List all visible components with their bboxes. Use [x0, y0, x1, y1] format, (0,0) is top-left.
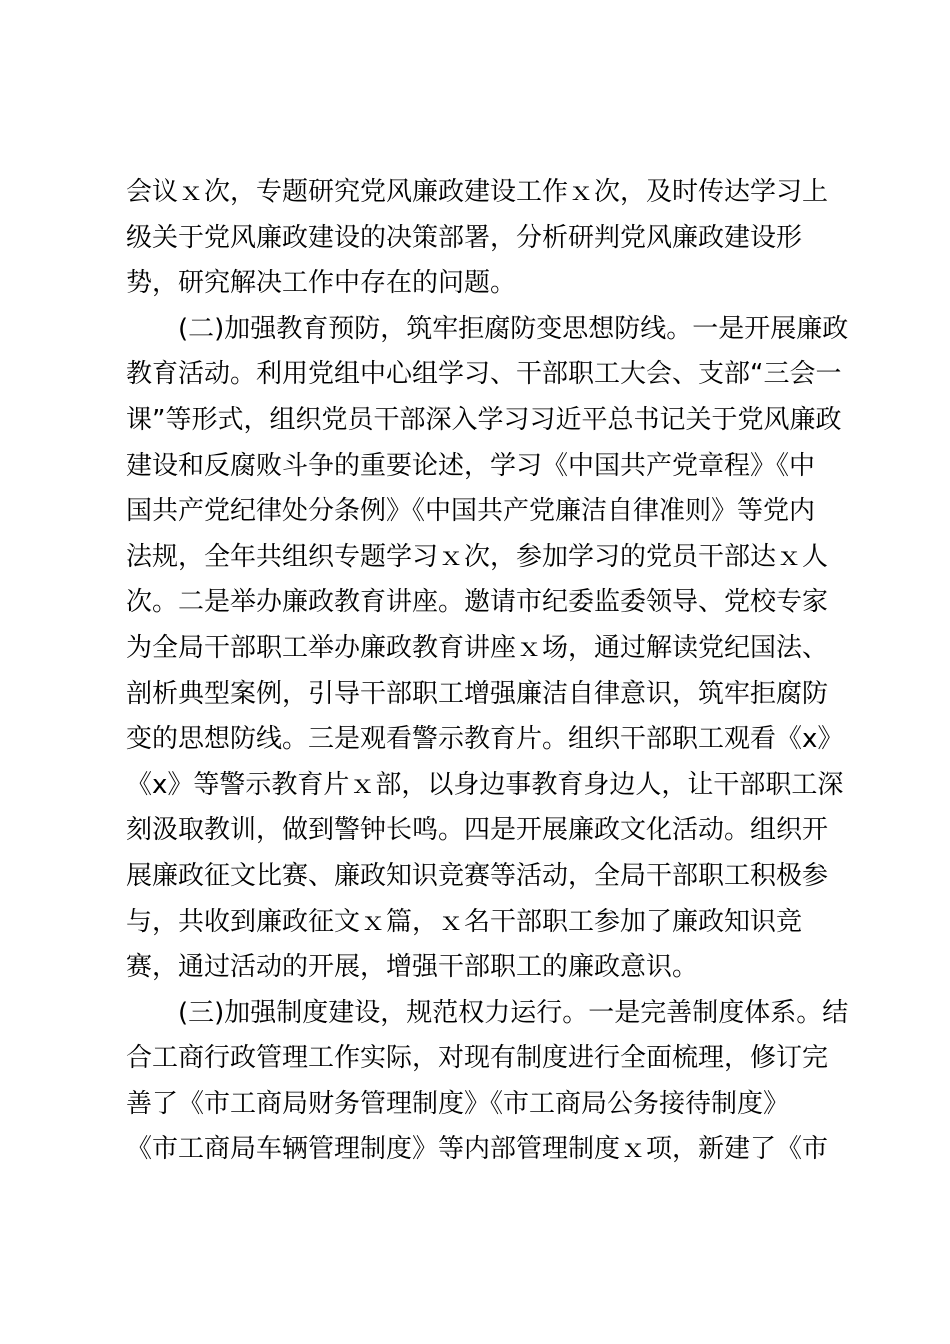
text-line: 教育活动。利用党组中心组学习、干部职工大会、支部“三会一 [126, 359, 842, 390]
paragraph-2 [126, 307, 849, 991]
text-line: 国共产党纪律处分条例》《中国共产党廉洁自律准则》等党内 [126, 496, 816, 527]
text-line: 赛，通过活动的开展，增强干部职工的廉政意识。 [126, 952, 699, 983]
section-heading-line: (二)加强教育预防，筑牢拒腐防变思想防线。一是开展廉政 [178, 313, 849, 344]
section-heading-line: (三)加强制度建设，规范权力运行。一是完善制度体系。结 [178, 997, 849, 1028]
text-line: 剖析典型案例，引导干部职工增强廉洁自律意识，筑牢拒腐防 [126, 678, 829, 709]
text-line: 变的思想防线。三是观看警示教育片。组织干部职工观看《x》 [126, 724, 844, 755]
text-line: 级关于党风廉政建设的决策部署，分析研判党风廉政建设形 [126, 222, 803, 253]
text-line: 展廉政征文比赛、廉政知识竞赛等活动，全局干部职工积极参 [126, 860, 829, 891]
text-line: 善了《市工商局财务管理制度》《市工商局公务接待制度》 [126, 1088, 790, 1119]
text-line: 刻汲取教训，做到警钟长鸣。四是开展廉政文化活动。组织开 [126, 815, 829, 846]
text-line: 课”等形式，组织党员干部深入学习习近平总书记关于党风廉政 [126, 404, 842, 435]
text-line: 会议ｘ次，专题研究党风廉政建设工作ｘ次，及时传达学习上 [126, 177, 829, 207]
text-line: 《市工商局车辆管理制度》等内部管理制度ｘ项，新建了《市 [126, 1134, 829, 1165]
text-line: 法规，全年共组织专题学习ｘ次，参加学习的党员干部达ｘ人 [126, 541, 829, 572]
body-text [126, 170, 849, 1173]
text-line: 合工商行政管理工作实际，对现有制度进行全面梳理，修订完 [126, 1043, 829, 1074]
text-line: 建设和反腐败斗争的重要论述，学习《中国共产党章程》《中 [126, 450, 816, 481]
text-line: 为全局干部职工举办廉政教育讲座ｘ场，通过解读党纪国法、 [126, 632, 829, 663]
text-line: 次。二是举办廉政教育讲座。邀请市纪委监委领导、党校专家 [126, 587, 829, 618]
text-line: 与，共收到廉政征文ｘ篇，ｘ名干部职工参加了廉政知识竞 [126, 906, 803, 937]
paragraph-1 [126, 170, 836, 307]
paragraph-3 [126, 991, 849, 1173]
text-line: 势，研究解决工作中存在的问题。 [126, 268, 517, 299]
text-line: 《x》等警示教育片ｘ部，以身边事教育身边人，让干部职工深 [126, 769, 844, 800]
